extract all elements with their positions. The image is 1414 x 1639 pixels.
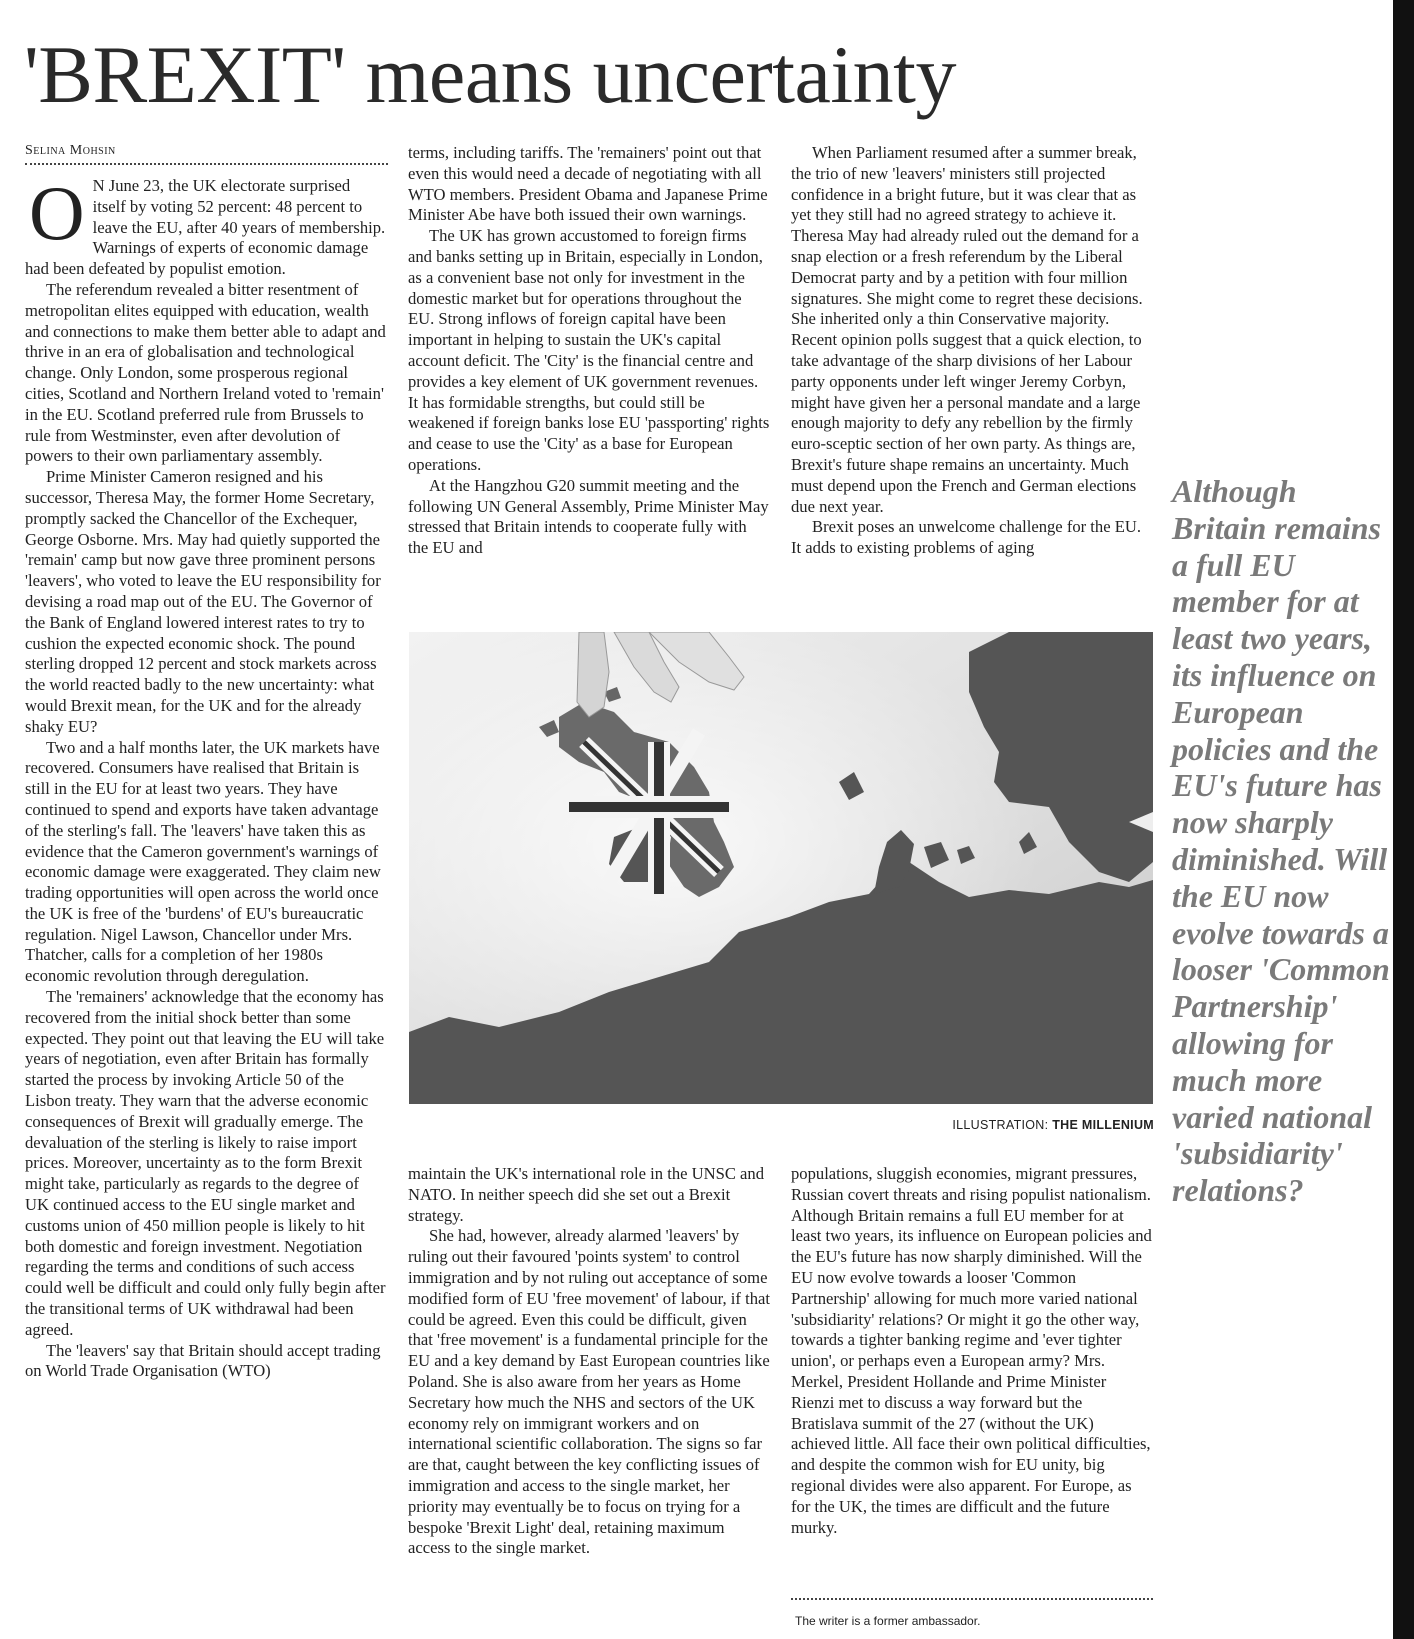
- pull-quote: Although Britain remains a full EU member for at least two years, its influence on European policies and the EU's future has now sharply diminished. Will the EU now evolve towards a looser 'Common Partnership' allowing for much more varied national 'subsidiarity' relations?: [1172, 473, 1390, 1209]
- page-edge-bar: [1393, 0, 1414, 1639]
- byline: Selina Mohsin: [25, 143, 388, 165]
- paragraph: The UK has grown accustomed to foreign firms and banks setting up in Britain, especially in London, as a convenient base not only for investment in the domestic market but for operations throughout the EU. Strong inflows of foreign capital have been important in helping to sustain the UK's capital account deficit. The 'City' is the financial centre and provides a key element of UK government revenues. It has formidable strengths, but could still be weakened if foreign banks lose EU 'passporting' rights and cease to use the 'City' as a base for European operations.: [408, 226, 770, 474]
- paragraph: The referendum revealed a bitter resentment of metropolitan elites equipped with education, wealth and connections to make them better able to adapt and thrive in an era of globalisation and technological change. Only London, some prosperous regional cities, Scotland and Northern Ireland voted to 'remain' in the EU. Scotland preferred rule from Brussels to rule from Westminster, even after devolution of powers to their own parliamentary assembly.: [25, 279, 386, 466]
- lead-paragraph-text: N June 23, the UK electorate surprised itself by voting 52 percent: 48 percent to leave the EU, after 40 years of membership. Warnings of experts of economic damage had been defeated by populist emotion.: [25, 176, 386, 279]
- paragraph: maintain the UK's international role in the UNSC and NATO. In neither speech did she set out a Brexit strategy.: [408, 1164, 764, 1225]
- paragraph: The 'remainers' acknowledge that the economy has recovered from the initial shock better than some expected. They point out that leaving the EU will take years of negotiation, even after Britain has formally started the process by invoking Article 50 of the Lisbon treaty. They warn that the adverse economic consequences of Brexit will gradually emerge. The devaluation of the sterling is likely to raise import prices. Moreover, uncertainty as to the form Brexit might take, particularly as regards to the degree of UK continued access to the EU single market and customs union of 450 million people is likely to hit both domestic and foreign investment. Negotiation regarding the terms and conditions of such access could well be difficult and could only fully begin after the transitional terms of UK withdrawal had been agreed.: [25, 987, 386, 1339]
- article-column-2-bottom: [408, 1164, 770, 1636]
- paragraph: Prime Minister Cameron resigned and his successor, Theresa May, the former Home Secretary, promptly sacked the Chancellor of the Exchequer, George Osborne. Mrs. May had quietly supported the 'remain' camp but now gave three prominent persons 'leavers', who voted to leave the EU responsibility for devising a road map out of the EU. The Governor of the Bank of England lowered interest rates to try to cushion the expected economic shock. The pound sterling dropped 12 percent and stock markets across the world reacted badly to the new uncertainty: what would Brexit mean, for the UK and for the already shaky EU?: [25, 467, 381, 736]
- end-divider: [791, 1598, 1153, 1600]
- paragraph: At the Hangzhou G20 summit meeting and the following UN General Assembly, Prime Minister May stressed that Britain intends to cooperate fully with the EU and: [408, 475, 769, 558]
- paragraph: populations, sluggish economies, migrant pressures, Russian covert threats and rising populist nationalism. Although Britain remains a full EU member for at least two years, its influence on European policies and the EU's future has now sharply diminished. Will the EU now evolve towards a looser 'Common Partnership' allowing for much more varied national 'subsidiarity' relations? Or might it go the other way, towards a tighter banking regime and 'ever tighter union', or perhaps even a European army? Mrs. Merkel, President Hollande and Prime Minister Rienzi met to discuss a way forward but the Bratislava summit of the 27 (without the UK) achieved little. All face their own political difficulties, and despite the common wish for EU unity, big regional divides were also apparent. For Europe, as for the UK, the times are difficult and the future murky.: [791, 1164, 1152, 1537]
- paragraph: terms, including tariffs. The 'remainers' point out that even this would need a decade of negotiating with all WTO members. President Obama and Japanese Prime Minister Abe have both issued their own warnings.: [408, 143, 768, 225]
- headline: 'BREXIT' means uncertainty: [24, 29, 956, 120]
- paragraph: When Parliament resumed after a summer break, the trio of new 'leavers' ministers still projected confidence in a bright future, but it was clear that as yet they still had no agreed strategy to achieve it. Theresa May had already ruled out the demand for a snap election or a fresh referendum by the Liberal Democrat party and by a petition with four million signatures. She might come to regret these decisions. She inherited only a thin Conservative majority. Recent opinion polls suggest that a quick election, to take advantage of the sharp divisions of her Labour party opponents under left winger Jeremy Corbyn, might have given her a personal mandate and a large enough majority to defy any rebellion by the firmly euro-sceptic section of her own party. As things are, Brexit's future shape remains an uncertainty. Much must depend upon the French and German elections due next year.: [791, 143, 1143, 516]
- paragraph: She had, however, already alarmed 'leavers' by ruling out their favoured 'points system' to control immigration and by not ruling out acceptance of some modified form of EU 'free movement' of labour, if that could be agreed. Even this could be difficult, given that 'free movement' is a fundamental principle for the EU and a key demand by East European countries like Poland. She is also aware from her years as Home Secretary how much the NHS and sectors of the UK economy rely on immigrant workers and on international scientific collaboration. The signs so far are that, caught between the key conflicting issues of immigration and access to the single market, her priority may eventually be to focus on trying for a bespoke 'Brexit Light' deal, retaining maximum access to the single market.: [408, 1226, 770, 1558]
- article-column-3-top: [791, 143, 1153, 623]
- lead-paragraph: [25, 176, 387, 280]
- article-column-1: [25, 176, 387, 1631]
- article-column-3-bottom: [791, 1164, 1153, 1596]
- drop-cap: O: [29, 176, 85, 256]
- caption-credit: THE MILLENIUM: [1052, 1118, 1154, 1132]
- author-footnote: The writer is a former ambassador.: [795, 1614, 981, 1628]
- illustration-caption: [940, 1118, 1154, 1132]
- paragraph: The 'leavers' say that Britain should accept trading on World Trade Organisation (WTO): [25, 1340, 381, 1381]
- paragraph: Brexit poses an unwelcome challenge for the EU. It adds to existing problems of aging: [791, 517, 1141, 558]
- caption-label: ILLUSTRATION:: [952, 1118, 1049, 1132]
- europe-map-illustration: [409, 632, 1153, 1104]
- paragraph: Two and a half months later, the UK markets have recovered. Consumers have realised that Britain is still in the EU for at least two years. They have continued to spend and exports have taken advantage of the sterling's fall. The 'leavers' have taken this as evidence that the Cameron government's warnings of economic damage were exaggerated. They claim new trading opportunities will open across the world once the UK is free of the 'burdens' of EU's bureaucratic regulation. Nigel Lawson, Chancellor under Mrs. Thatcher, calls for a completion of her 1980s economic revolution through deregulation.: [25, 737, 381, 986]
- article-column-2-top: [408, 143, 770, 623]
